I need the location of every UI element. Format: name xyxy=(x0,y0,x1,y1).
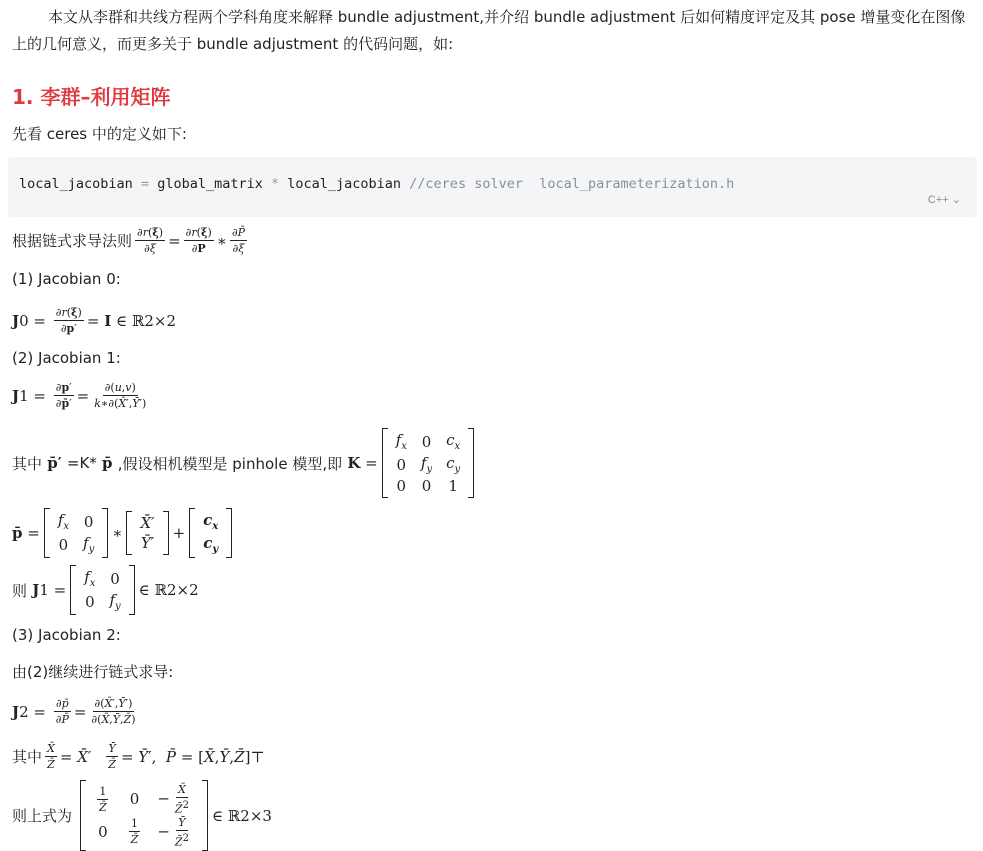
code-line xyxy=(19,176,734,192)
code-eq: = xyxy=(132,176,158,192)
where-label: 其中 xyxy=(12,748,43,766)
above-label: 则上式为 xyxy=(12,807,73,826)
j0-equation: J 0 = $\frac{\partial r(\xi)}{\partial p'}$ = I ∈ ℝ 2×2 xyxy=(12,306,176,335)
where-equation: 其中 $\frac{X̄}{Z̄}$ = X̄′ $\frac{Ȳ}{Z̄}$ = Ȳ′, P̄ = [X̄,Ȳ,Z̄] ⊤ xyxy=(12,742,265,771)
pinhole-pre: 其中 xyxy=(12,454,43,473)
p-bar-equation: p̄ = $f_x$ 0 0 $f_y$ ∗ X̄′ Ȳ′ + $c_x$ $c_y$ xyxy=(12,508,236,558)
fraction: $\frac{\partial r(\xi)}{\partial\xi}$ xyxy=(137,226,164,255)
pinhole-mid: =K* xyxy=(66,454,97,472)
fraction: $\frac{\partial P̄}{\partial\xi}$ xyxy=(231,226,246,255)
camera-matrix: $f_x$ 0 $c_x$ 0 $f_y$ $c_y$ 0 0 1 xyxy=(382,428,474,498)
fraction: $\frac{\partial r(\xi)}{\partial P}$ xyxy=(185,226,212,255)
code-rhs: local_jacobian xyxy=(287,176,410,192)
j2-equation: J 2 = $\frac{\partial p̄}{\partial P̄}$ = $\frac{\partial(X̄',Ȳ')}{\partial(X̄,Ȳ,Z̄)}$ xyxy=(12,697,136,726)
section-heading: 1. 李群–利用矩阵 xyxy=(12,85,171,109)
intro-paragraph: 本文从李群和共线方程两个学科角度来解释 bundle adjustment,并介绍 bundle adjustment 后如何精度评定及其 pose 增量变化在图像上的几何意义，而更多关于 bundle adjustment 的代码问题，如: xyxy=(12,8,966,53)
pinhole-post: ,假设相机模型是 pinhole 模型,即 xyxy=(117,454,343,473)
pinhole-equation: 其中 p̄′ =K* p̄ ,假设相机模型是 pinhole 模型,即 K = $f_x$ 0 $c_x$ 0 $f_y$ $c_y$ 0 0 1 xyxy=(12,428,478,498)
j1-result: 则 J 1 = $f_x$ 0 0 $f_y$ ∈ ℝ 2×2 xyxy=(12,565,199,615)
code-mid: global_matrix xyxy=(157,176,263,192)
jacobian2-label: (3) Jacobian 2: xyxy=(12,626,121,644)
language-label: C++ xyxy=(927,194,949,206)
j1-equation: J 1 = $\frac{\partial p'}{\partial p̄'}$ = $\frac{\partial(u,v)}{k∗\partial(X̄',Ȳ')}$ xyxy=(12,381,147,410)
language-selector[interactable] xyxy=(928,193,961,206)
code-block[interactable] xyxy=(8,157,977,217)
code-op: * xyxy=(262,176,288,192)
jacobian1-label: (2) Jacobian 1: xyxy=(12,349,121,367)
code-lhs: local_jacobian xyxy=(19,176,133,192)
then-label: 则 xyxy=(12,581,28,600)
continue-label: 由(2)继续进行链式求导: xyxy=(12,663,174,681)
jacobian0-label: (1) Jacobian 0: xyxy=(12,270,121,288)
chain-label: 根据链式求导法则 xyxy=(12,232,133,250)
lead-text: 先看 ceres 中的定义如下: xyxy=(12,125,187,143)
code-comment: //ceres solver local_parameterization.h xyxy=(409,176,735,192)
jacobian2-matrix-equation: 则上式为 $\frac{1}{Z̄}$ 0 − $\frac{X̄}{Z̄^2}$ 0 $\frac{1}{Z̄}$ − $\frac{Ȳ}{Z̄^2}$ ∈ ℝ 2×3 xyxy=(12,780,272,851)
chain-rule-equation: 根据链式求导法则 $\frac{\partial r(\xi)}{\partial\xi}$ = $\frac{\partial r(\xi)}{\partial P}$ ∗ $\frac{\partial P̄}{\partial\xi}$ xyxy=(12,226,246,255)
chevron-down-icon: ⌄ xyxy=(951,194,961,206)
